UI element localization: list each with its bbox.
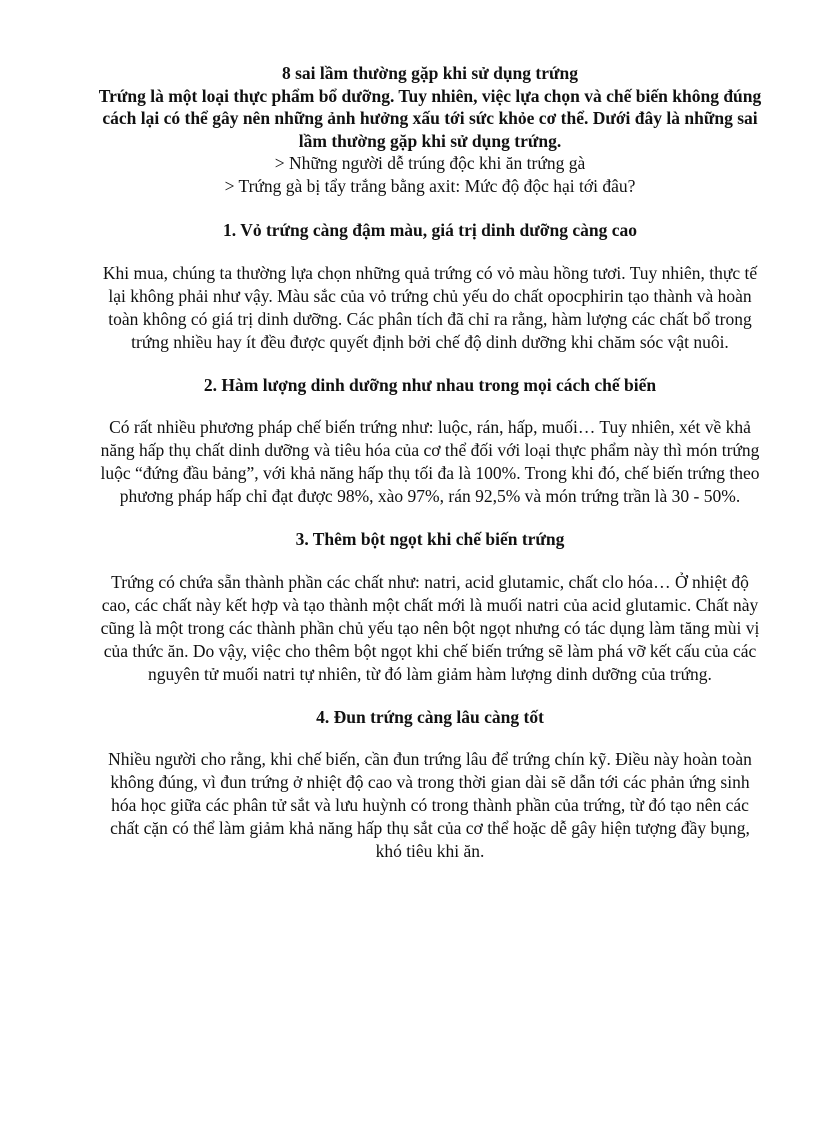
section-3-body: Trứng có chứa sẵn thành phần các chất như: natri, acid glutamic, chất clo hóa… Ở nhiệt độ cao, các chất này kết hợp và tạo thành một chất mới là muối natri của acid glutamic. Chất này cũng là một trong các thành phần chủ yếu tạo nên bột ngọt nhưng có tác dụng làm tăng mùi vị của thức ăn. Do vậy, việc cho thêm bột ngọt khi chế biến trứng sẽ làm phá vỡ kết cấu của các nguyên tử muối natri tự nhiên, từ đó làm giảm hàm lượng dinh dưỡng của trứng. — [100, 571, 760, 684]
section-4-body: Nhiều người cho rằng, khi chế biến, cần đun trứng lâu để trứng chín kỹ. Điều này hoàn toàn không đúng, vì đun trứng ở nhiệt độ cao và trong thời gian dài sẽ dẫn tới các phản ứng sinh hóa học giữa các phân tử sắt và lưu huỳnh có trong thành phần của trứng, từ đó tạo nên các chất cặn có thể làm giảm khả năng hấp thụ sắt của cơ thể hoặc dễ gây hiện tượng đầy bụng, khó tiêu khi ăn. — [108, 749, 752, 861]
section-4-heading: 4. Đun trứng càng lâu càng tốt — [316, 706, 544, 727]
section-1-body: Khi mua, chúng ta thường lựa chọn những quả trứng có vỏ màu hồng tươi. Tuy nhiên, thực tế lại không phải như vậy. Màu sắc của vỏ trứng chủ yếu do chất opocphirin tạo thành và hoàn toàn không có giá trị dinh dưỡng. Các phân tích đã chỉ ra rằng, hàm lượng các chất bổ trong trứng nhiều hay ít đều được quyết định bởi chế độ dinh dưỡng khi chăm sóc vật nuôi. — [102, 262, 758, 352]
related-link-2: > Trứng gà bị tẩy trắng bằng axit: Mức độ độc hại tới đâu? — [224, 175, 636, 196]
article-title: 8 sai lầm thường gặp khi sử dụng trứng — [282, 63, 578, 83]
section-1-heading: 1. Vỏ trứng càng đậm màu, giá trị dinh dưỡng càng cao — [223, 220, 637, 240]
section-2-body: Có rất nhiều phương pháp chế biến trứng như: luộc, rán, hấp, muối… Tuy nhiên, xét về khả năng hấp thụ chất dinh dưỡng và tiêu hóa của cơ thể đối với loại thực phẩm này thì món trứng luộc “đứng đầu bảng”, với khả năng hấp thụ tối đa là 100%. Trong khi đó, chế biến trứng theo phương pháp hấp chỉ đạt được 98%, xào 97%, rán 92,5% và món trứng trần là 30 - 50%. — [100, 417, 760, 506]
article-intro: Trứng là một loại thực phẩm bổ dưỡng. Tuy nhiên, việc lựa chọn và chế biến không đúng cách lại có thể gây nên những ảnh hưởng xấu tới sức khỏe cơ thể. Dưới đây là những sai lầm thường gặp khi sử dụng trứng. — [98, 85, 762, 151]
document-page — [96, 62, 764, 863]
related-link-1: > Những người dễ trúng độc khi ăn trứng gà — [274, 153, 586, 173]
section-3-heading: 3. Thêm bột ngọt khi chế biến trứng — [295, 529, 565, 549]
section-2-heading: 2. Hàm lượng dinh dưỡng như nhau trong mọi cách chế biến — [203, 374, 657, 395]
